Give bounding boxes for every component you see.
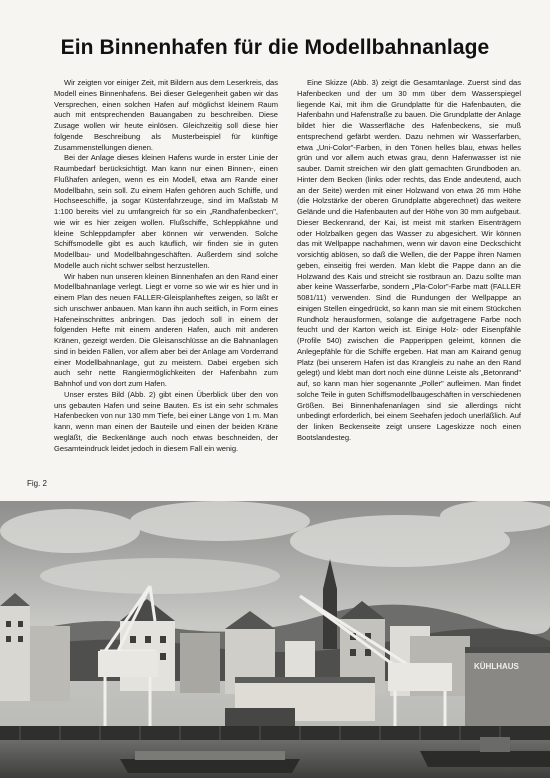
warehouse-sign: KÜHLHAUS	[474, 662, 519, 671]
freight-car	[225, 708, 295, 726]
barge	[120, 751, 300, 773]
text-column-left	[54, 78, 278, 454]
paragraph: Unser erstes Bild (Abb. 2) gibt einen Überblick über den von uns gebauten Hafen und seine Bauten. Es ist ein sehr schmales Hafenbecken von nur 130 mm Tiefe, bei einer Länge von 1 m. Man kann, wenn man einen der Bauteile und einen der beiden Kräne wegläßt, die Beckenlänge auch noch etwas beschneiden, der Gesamteindruck leidet jedoch in diesem Fall ein wenig.	[54, 389, 278, 453]
figure-label: Fig. 2	[27, 479, 48, 488]
paragraph: Eine Skizze (Abb. 3) zeigt die Gesamtanlage. Zuerst sind das Hafenbecken und der um 30 mm über dem Wasserspiegel liegende Kai, mit ihm die Grundplatte für die Hafenbauten, die Hafenbahn und Hafenstraße zu bauen. Die Grundplatte der Anlage bildet hier die Wasserfläche des Hafenbeckens, sie muß entsprechend gefärbt werden. Dazu nehmen wir Wasserfarben, etwa „Uni-Color"-Farben, in den Tönen helles blau, etwas helles grün und vor allem auch etwas grau, denn Hafenwasser ist nie sauber. Damit streichen wir den glatt gemachten Grundboden an. Hinter dem Becken (links oder rechts, das Ende andeutend, auch an der Seite) werden mit einer Holzwand von etwa 26 mm Höhe (die Holzstärke der oberen Grundplatte abgerechnet) das weitere Gelände und die Hafenbauten auf der Höhe von 30 mm aufgebaut. Dieser Beckenrand, der Kai, ist meist mit starken Eisenträgern oder Holzbalken gegen das Wasser zu abgesichert. Wir können das mit Wellpappe nachahmen, wenn wir davon eine Deckschicht vorsichtig ablösen, so daß die Wellen, die der Pappe ihren Namen geben, einseitig frei werden. Man klebt die Pappe dann an die Holzwand des Kais und streicht sie rostbraun an. Dazu sollte man aber keine Wasserfarbe, sondern „Pla-Color"-Farbe matt (FALLER 5081/11) verwenden. Sind die Rundungen der Wellpappe an einigen Stellen eingedrückt, so kann man sie mit einem Stückchen Rundholz herausformen, solange die aufgetragene Farbe noch feucht und der Karton weich ist. Einige Holz- oder Eisenpfähle (Profile 540) zwischen die Papperippen geleimt, können die Anlegepfähle für die Schiffe ergeben. Hat man am Kairand genug Platz (bei unserem Hafen ist das Krangleis zu nahe an den Rand gelegt) und klebt man dort noch eine dünne Leiste als „Betonrand" auf, so kann man hier sogenannte „Poller" aufleimen. Man findet solche Teile in guten Schiffsmodellbaugeschäften in verschiedenen Größen. Bei Binnenhafenanlagen sind sie allerdings nicht unbedingt erforderlich, bei einem Seehafen jedoch unerläßlich. Auf der linken Beckenseite zeigt unsere Lageskizze noch einen Bootslandesteg.	[297, 78, 521, 442]
article-title: Ein Binnenhafen für die Modellbahnanlage	[60, 36, 490, 59]
quay-wall	[0, 726, 550, 740]
paragraph: Wir haben nun unseren kleinen Binnenhafen an den Rand einer Modellbahnanlage verlegt. Liegt er vorne so wie wir es hier und in einem Plan des neuen FALLER-Gleisplanheftes zeigen, so läßt er sich unschwer anbauen. Man kann ihn auch seitlich, in Form eines Hafeneinschnittes anbringen. Das jedoch soll in einem der folgenden Hefte mit einem anderen Hafen, auch mit anderen Kränen, gezeigt werden. Die Gleisanschlüsse an die Bahnanlagen sind in beiden Fällen, vor allem aber bei der Anlage am Vorderrand einer Modellbahnanlage, gut zu meistern. Dabei ergeben sich auch sehr nette Rangiermöglichkeiten der Hafenbahn zum Bahnhof und von dort zum Hafen.	[54, 271, 278, 388]
text-column-right	[297, 78, 521, 444]
paragraph: Wir zeigten vor einiger Zeit, mit Bildern aus dem Leserkreis, das Modell eines Binnenhafens. Bei dieser Gelegenheit gaben wir das Versprechen, einen solchen Hafen auf möglichst kleinem Raum auch mit entsprechenden Bauangaben zu beschreiben. Diese Zusage wollen wir heute einlösen. Gleichzeitig soll diese hier folgende Beschreibung als Musterbeispiel für künftige Zusammenstellungen dienen.	[54, 78, 278, 152]
paragraph: Bei der Anlage dieses kleinen Hafens wurde in erster Linie der Raumbedarf berücksichtigt. Man kann nur einen Binnen-, einen Flußhafen anlegen, wenn es ein Modell, etwa am Rande einer Modellbahn, sein soll. Zu einem Hafen gehören auch Schiffe, und Hochseeschiffe, ja sogar Küstenfahrzeuge, sind im Maßstab M 1:100 bereits viel zu umfangreich für so ein „Randhafenbecken", wie wir es hier zeigen wollen. Flußschiffe, Schleppkähne und kleine Schleppdampfer aber können wir verwenden. Solche Schiffsmodelle gibt es auch käuflich, wir finden sie in guten Modellbau- und Modellbahngeschäften. Außerdem sind solche Modelle auch nicht schwer selbst herzustellen.	[54, 153, 278, 270]
harbor-model-photo	[0, 501, 550, 778]
